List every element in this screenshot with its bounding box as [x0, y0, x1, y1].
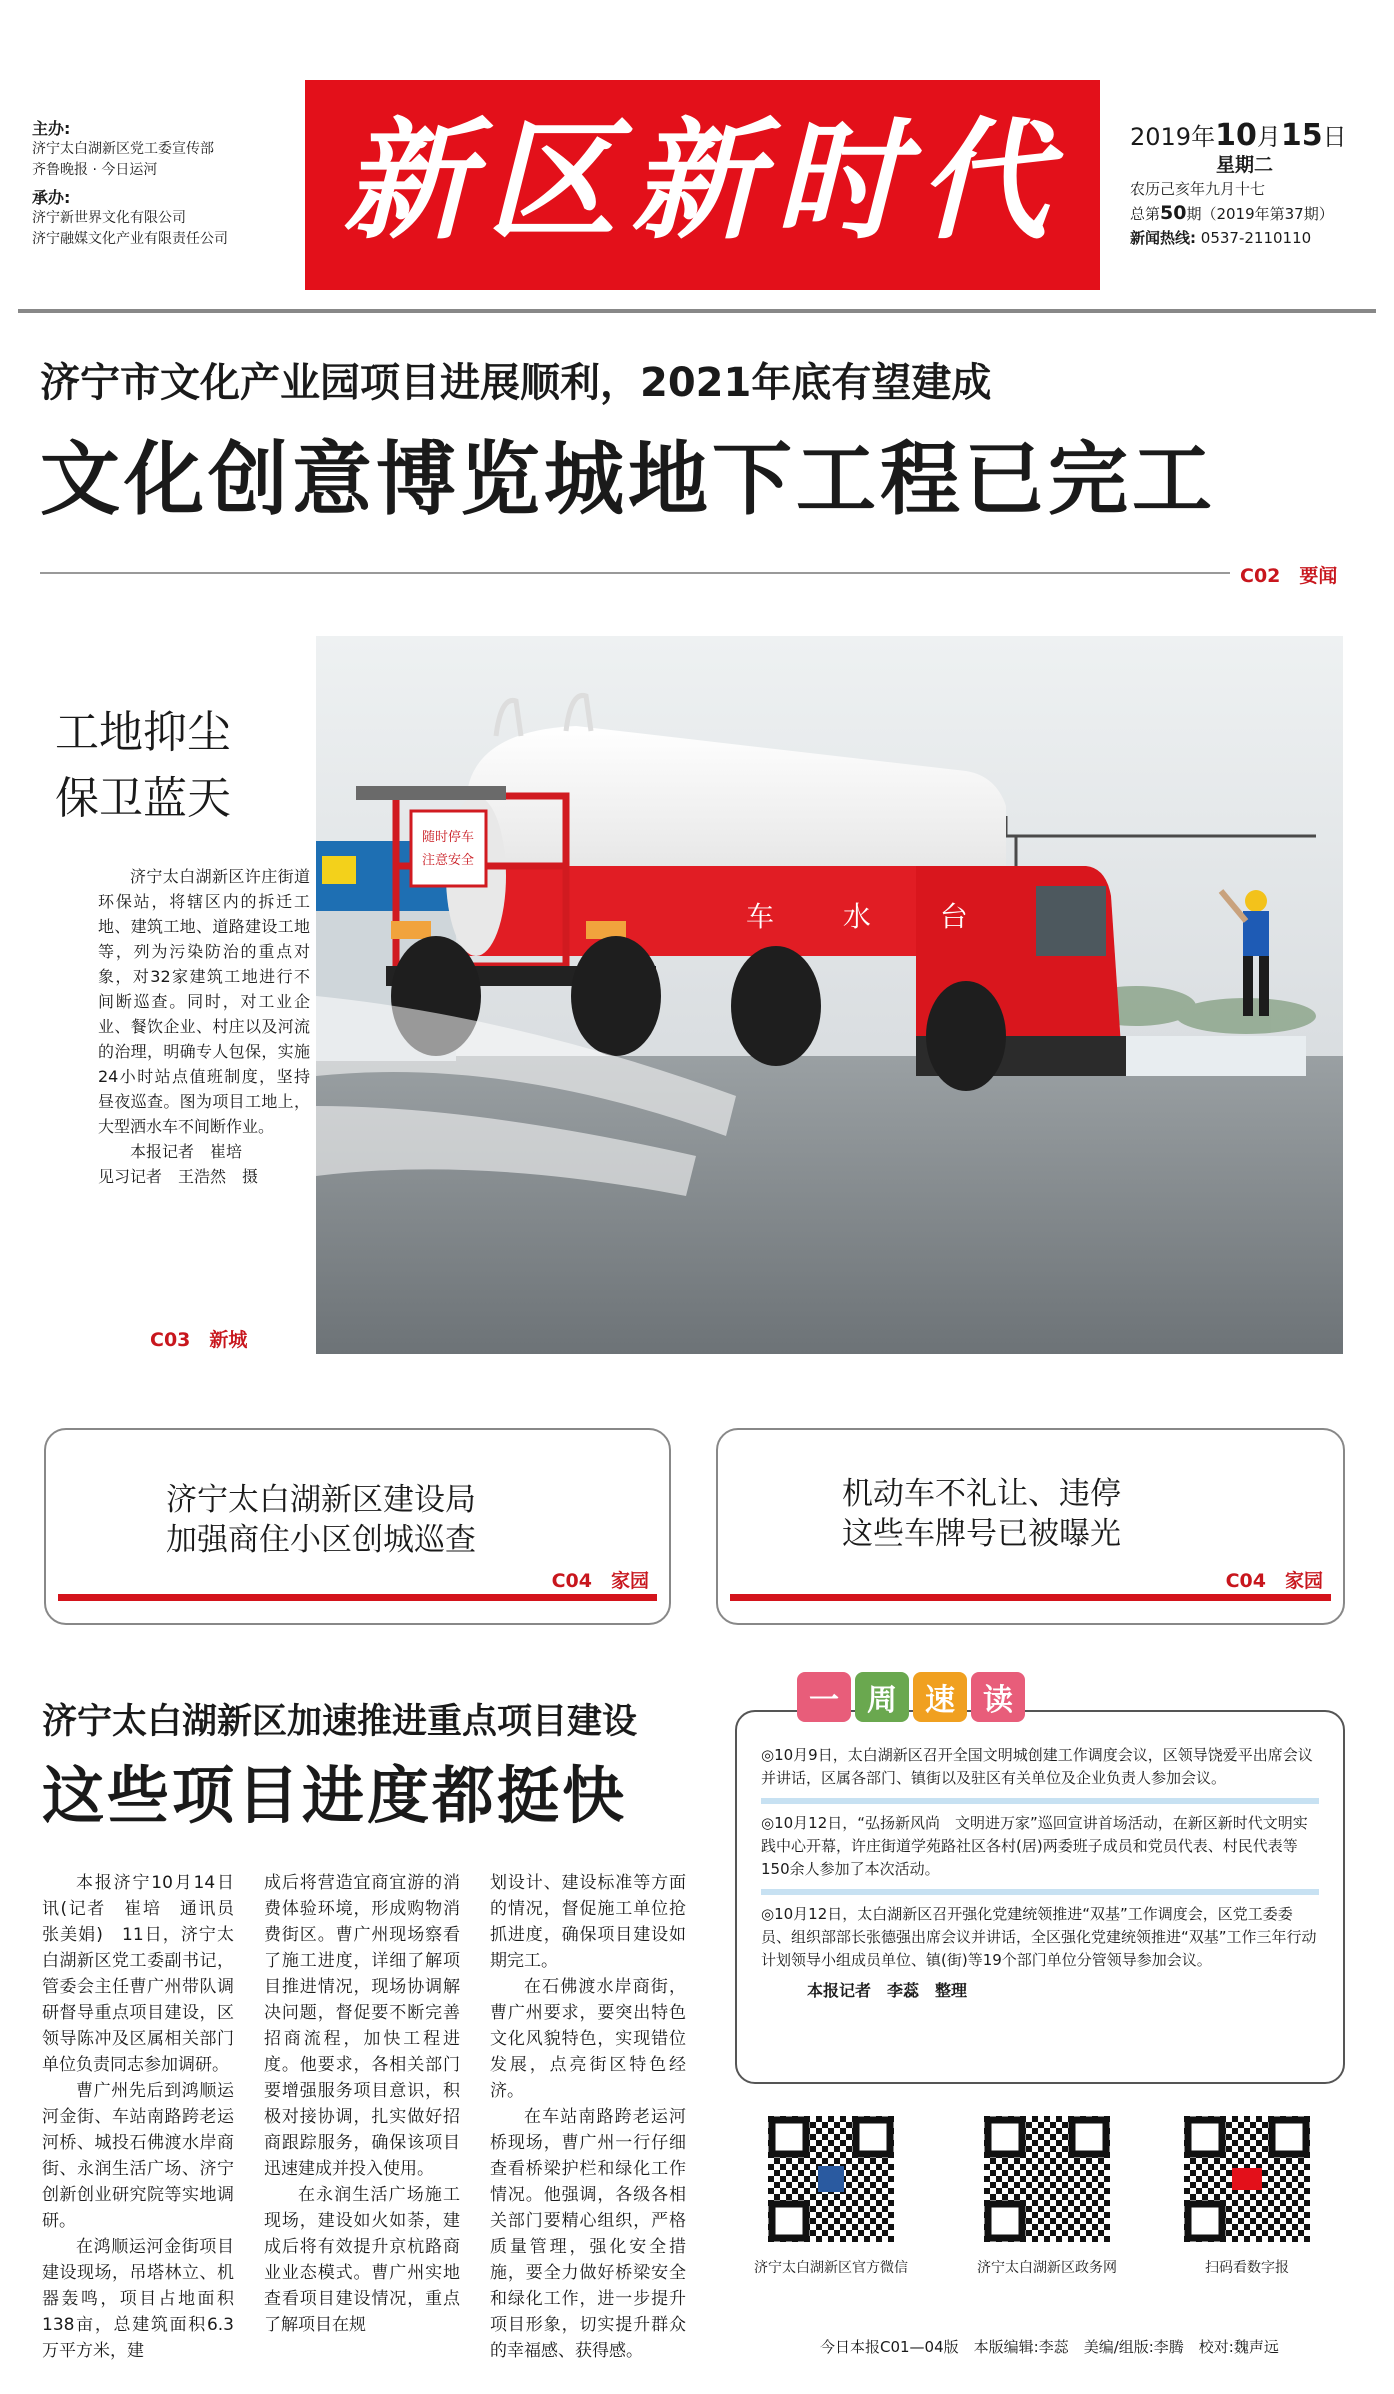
- article-col3-para-3: 在车站南路跨老运河桥现场，曹广州一行仔细查看桥梁护栏和绿化工作情况。他强调，各级各相关部门要精心组织，严格质量管理，强化安全措施，要全力做好桥梁安全和绿化工作，进一步提升项目形象，切实提升群众的幸福感、获得感。: [490, 2107, 686, 2361]
- article-col2-para-1: 成后将营造宜商宜游的消费体验环境，形成购物消费街区。曹广州现场察看了施工进度，详细了解项目推进情况，现场协调解决问题，督促要不断完善招商流程，加快工程进度。他要求，各相关部门要增强服务项目意识，积极对接协调，扎实做好招商跟踪服务，确保该项目迅速建成并投入使用。: [264, 1873, 460, 2179]
- newspaper-logo: [305, 80, 1100, 290]
- article-col2-para-2: 在永润生活广场施工现场，建设如火如荼，建成后将有效提升京杭路商业业态模式。曹广州实地查看项目建设情况，重点了解项目在规: [264, 2185, 460, 2335]
- article-col3-para-1: 划设计、建设标准等方面的情况，督促施工单位抢抓进度，确保项目建设如期完工。: [490, 1873, 686, 1971]
- photo-story-page-ref[interactable]: C03 新城: [150, 1329, 248, 1351]
- weekly-item-3: ◎10月12日，太白湖新区召开强化党建统领推进“双基”工作调度会，区党工委委员、组织部部长张德强出席会议并讲话，全区强化党建统领推进“双基”工作三年行动计划领导小组成员单位、镇(街)等19个部门单位分管领导参加会议。: [761, 1905, 1317, 1969]
- weekly-item-1: ◎10月9日，太白湖新区召开全国文明城创建工作调度会议，区领导饶爱平出席会议并讲话，区属各部门、镇街以及驻区有关单位及企业负责人参加会议。: [761, 1746, 1313, 1787]
- teaser-right-bar: [730, 1594, 1331, 1601]
- article-column-1: [42, 1870, 251, 2364]
- organizer-1: 济宁新世界文化有限公司: [32, 210, 186, 226]
- photo-story-title: 工地抑尘 保卫蓝天: [55, 707, 231, 824]
- masthead-info: [1130, 120, 1380, 250]
- article-title[interactable]: 这些项目进度都挺快: [42, 1759, 628, 1832]
- issue-number: 总第50期（2019年第37期）: [1130, 202, 1334, 224]
- headline-page-ref[interactable]: C02 要闻: [1240, 565, 1338, 587]
- qr-caption-wechat: 济宁太白湖新区官方微信: [754, 2260, 908, 2276]
- teaser-left-title: 济宁太白湖新区建设局 加强商住小区创城巡查: [166, 1482, 476, 1558]
- qr-caption-gov-site: 济宁太白湖新区政务网: [977, 2260, 1117, 2276]
- weekly-item-2: ◎10月12日，“弘扬新风尚 文明进万家”巡回宣讲首场活动，在新区新时代文明实践中心开幕，许庄街道学苑路社区各村(居)两委班子成员和党员代表、村民代表等150余人参加了本次活动。: [761, 1814, 1308, 1878]
- teaser-right-title: 机动车不礼让、违停 这些车牌号已被曝光: [842, 1476, 1121, 1552]
- qr-code-gov-site[interactable]: [984, 2116, 1110, 2246]
- article-column-3: [490, 1870, 686, 2364]
- masthead-sponsors: [32, 118, 302, 250]
- article-col1-para-2: 曹广州先后到鸿顺运河金街、车站南路跨老运河桥、城投石佛渡水岸商街、永润生活广场、济宁创新创业研究院等实地调研。: [42, 2081, 234, 2231]
- hotline: 新闻热线: 0537-2110110: [1130, 229, 1312, 247]
- sponsor-2: 齐鲁晚报 · 今日运河: [32, 162, 158, 178]
- qr-caption-digital-paper: 扫码看数字报: [1205, 2260, 1289, 2276]
- photo-story-body: 济宁太白湖新区许庄街道环保站，将辖区内的拆迁工地、建筑工地、道路建设工地等，列为污染防治的重点对象，对32家建筑工地进行不间断巡查。同时，对工业企业、餐饮企业、村庄以及河流的治理，明确专人包保，实施24小时站点值班制度，坚持昼夜巡查。图为项目工地上，大型洒水车不间断作业。 本报记者 崔培 见习记者 王浩然 摄: [98, 867, 310, 1186]
- page-footer: 今日本报C01—04版 本版编辑:李蕊 美编/组版:李腾 校对:魏声远: [820, 2338, 1279, 2356]
- headline-subtitle: 济宁市文化产业园项目进展顺利，2021年底有望建成: [40, 360, 992, 406]
- qr-code-digital-paper[interactable]: [1184, 2116, 1310, 2246]
- organizer-label: 承办:: [32, 188, 71, 207]
- qr-code-wechat[interactable]: [768, 2116, 894, 2246]
- article-col1-para-3: 在鸿顺运河金街项目建设现场，吊塔林立、机器轰鸣，项目占地面积138亩，总建筑面积6.3万平方米，建: [42, 2237, 234, 2361]
- article-subtitle: 济宁太白湖新区加速推进重点项目建设: [42, 1702, 638, 1742]
- teaser-box-left[interactable]: [44, 1428, 671, 1625]
- logo-text: 新区新时代: [342, 104, 1063, 257]
- article-col3-para-2: 在石佛渡水岸商街，曹广州要求，要突出特色文化风貌特色，实现错位发展，点亮街区特色经济。: [490, 1977, 686, 2101]
- weekly-digest-box: [735, 1683, 1345, 2084]
- weekly-credit: 本报记者 李蕊 整理: [807, 1981, 968, 2000]
- issue-date: 2019年10月15日: [1130, 118, 1347, 153]
- teaser-left-page-ref: C04 家园: [546, 1566, 655, 1593]
- article-column-2: [264, 1870, 460, 2338]
- sponsor-label: 主办:: [32, 119, 71, 138]
- weekly-separator: [761, 1798, 1319, 1804]
- weekday: 星期二: [1216, 154, 1274, 176]
- sponsor-1: 济宁太白湖新区党工委宣传部: [32, 141, 214, 157]
- teaser-box-right[interactable]: [716, 1428, 1345, 1625]
- teaser-left-bar: [58, 1594, 657, 1601]
- teaser-right-page-ref: C04 家园: [1220, 1566, 1329, 1593]
- masthead-rule: [18, 309, 1376, 313]
- headline-rule: [40, 572, 1230, 574]
- truck-sign-line2: 注意安全: [421, 853, 475, 868]
- water-truck-photo: [316, 636, 1343, 1354]
- headline-title[interactable]: 文化创意博览城地下工程已完工: [40, 433, 1216, 526]
- weekly-digest-badge: 一 周 速 读: [797, 1672, 1025, 1722]
- organizer-2: 济宁融媒文化产业有限责任公司: [32, 231, 228, 247]
- lunar-date: 农历己亥年九月十七: [1130, 180, 1266, 198]
- weekly-separator: [761, 1889, 1319, 1895]
- article-col1-para-1: 本报济宁10月14日讯(记者 崔培 通讯员 张美娟) 11日，济宁太白湖新区党工委副书记，管委会主任曹广州带队调研督导重点项目建设，区领导陈冲及区属相关部门单位负责同志参加调研。: [42, 1873, 251, 2075]
- truck-side-text: 车 水 台: [746, 900, 998, 933]
- truck-sign-line1: 随时停车: [421, 830, 475, 845]
